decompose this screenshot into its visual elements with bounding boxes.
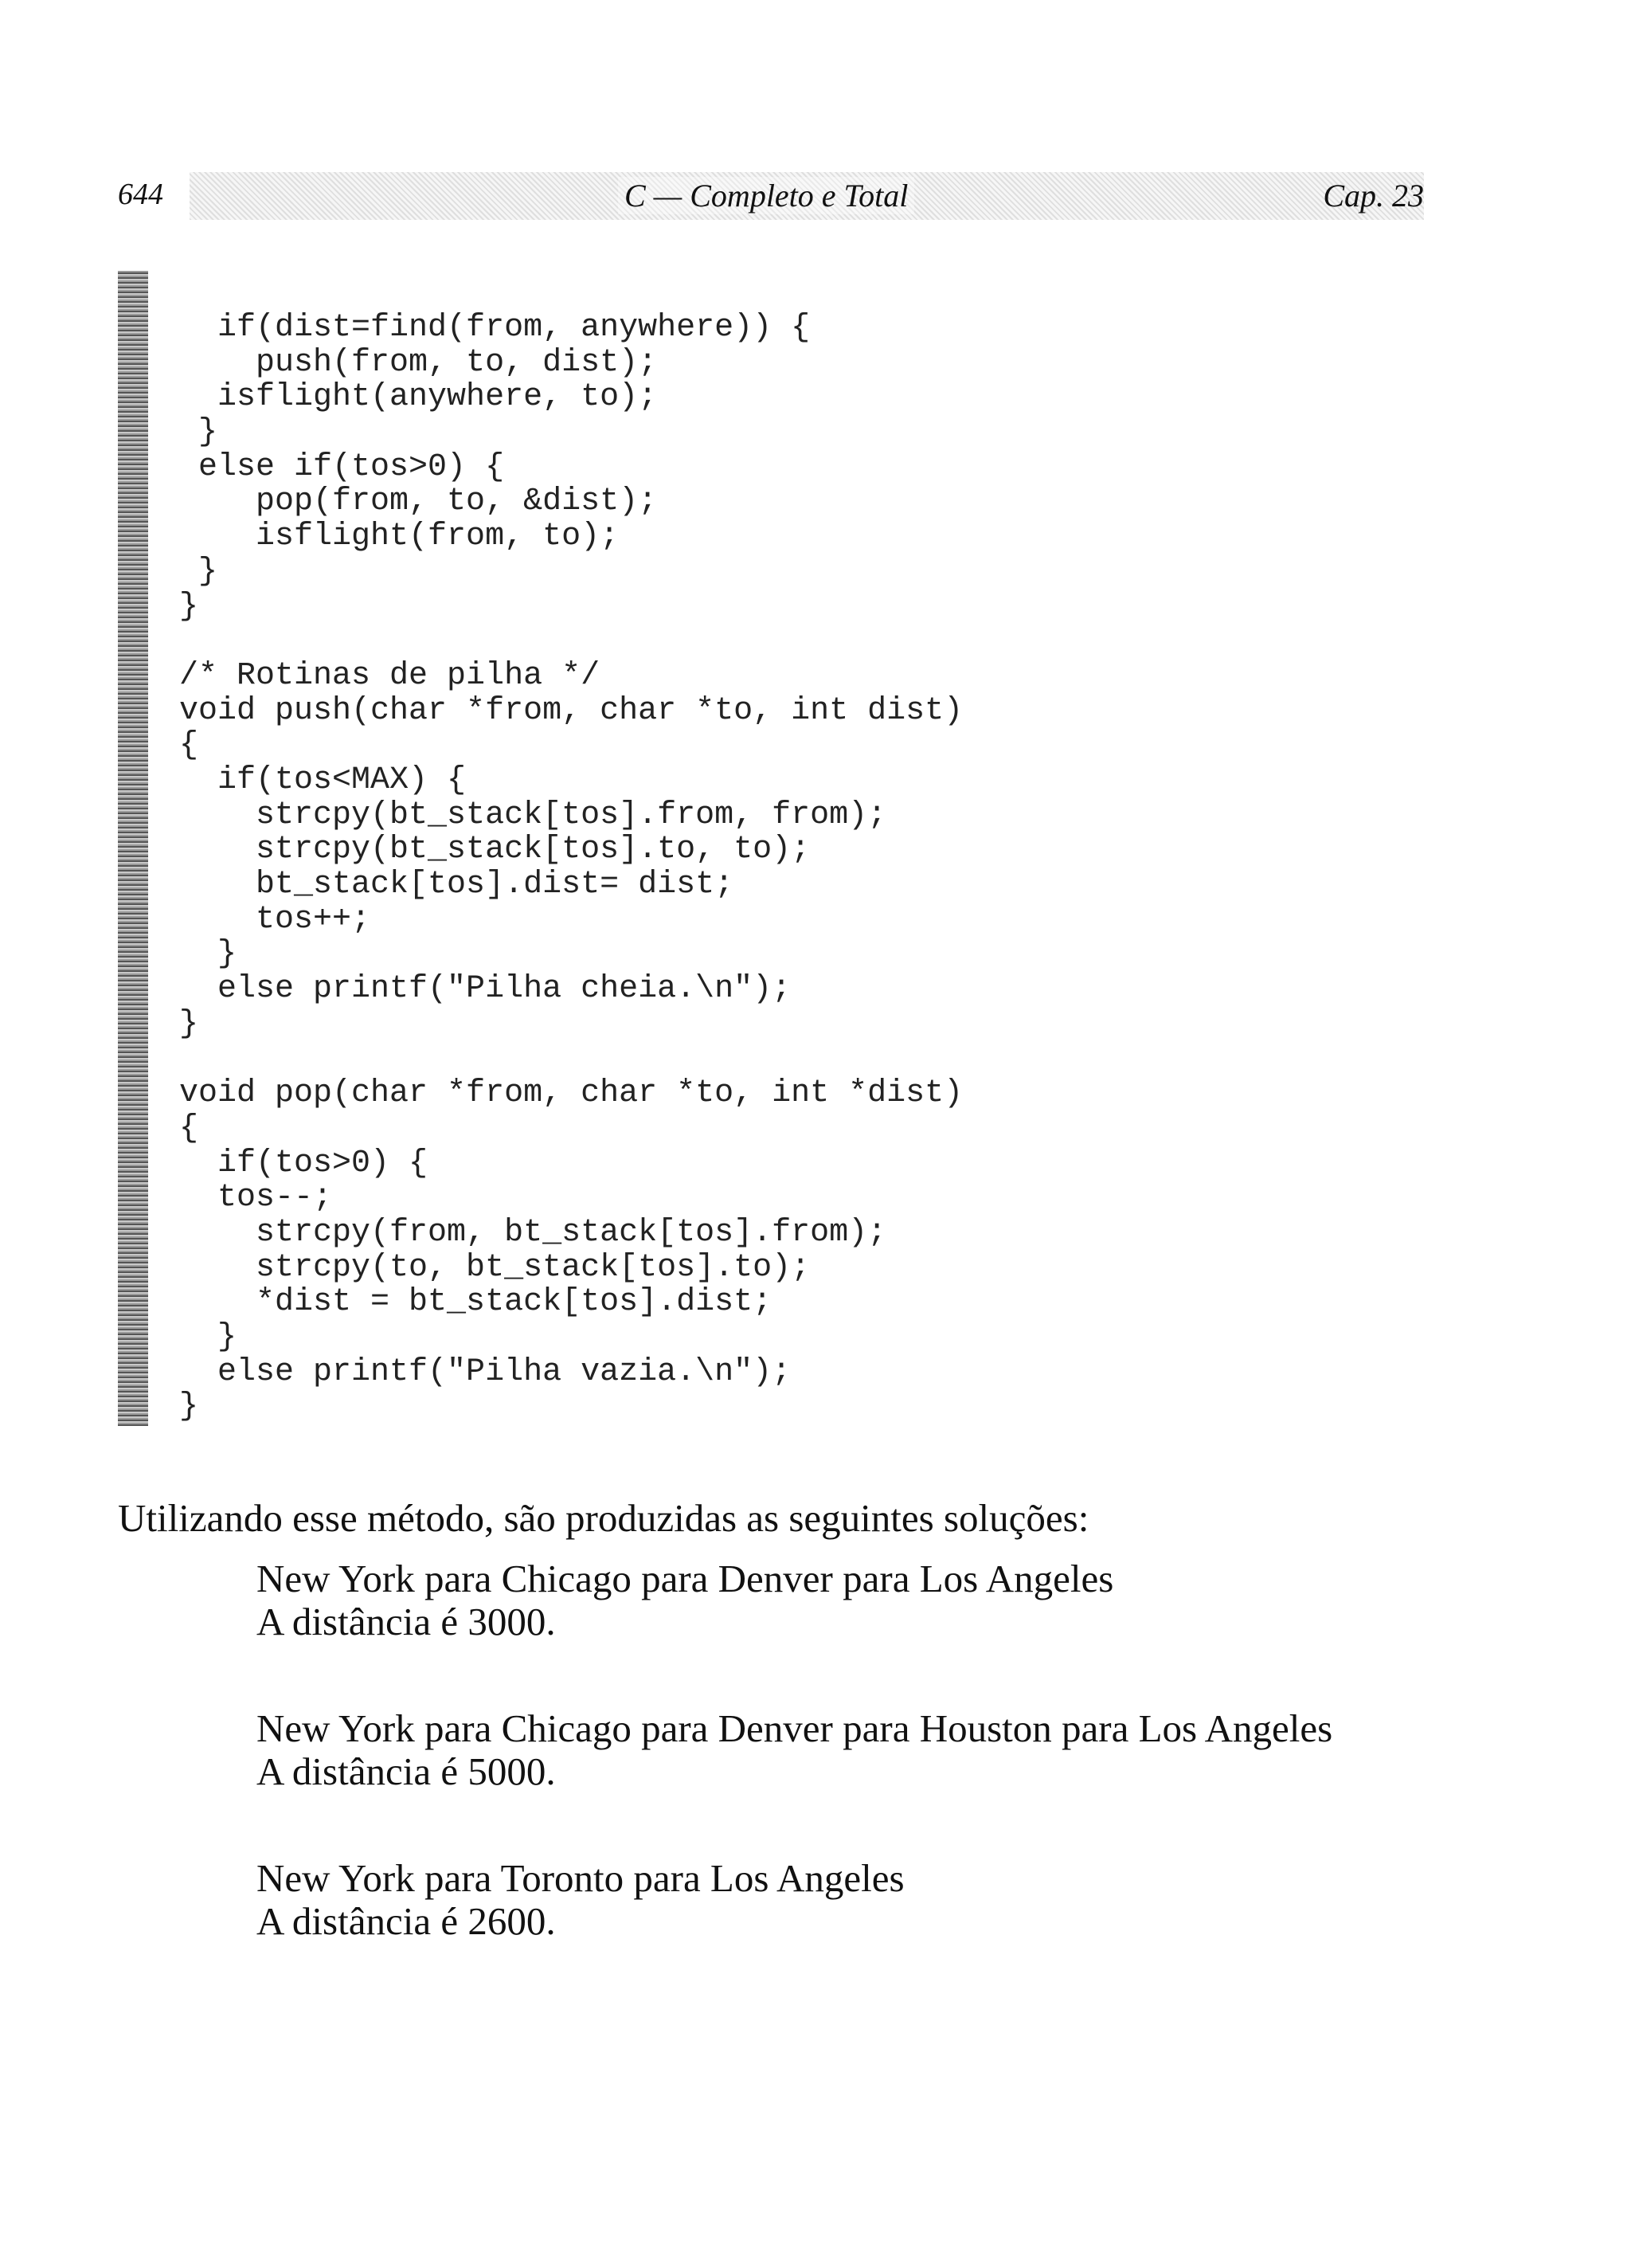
solution-distance: A distância é 3000. xyxy=(256,1600,556,1643)
solution-item xyxy=(256,1707,1451,1793)
solution-item xyxy=(256,1557,1451,1643)
code-line: } xyxy=(179,1005,199,1042)
code-line: void push(char *from, char *to, int dist) xyxy=(179,692,964,729)
code-line: /* Rotinas de pilha */ xyxy=(179,657,600,694)
code-line: *dist = bt_stack[tos].dist; xyxy=(179,1284,772,1321)
code-line: { xyxy=(179,727,199,764)
code-line: if(tos<MAX) { xyxy=(179,762,467,798)
code-line: else printf("Pilha vazia.\n"); xyxy=(179,1353,792,1390)
code-line: } xyxy=(179,1318,237,1355)
code-line: tos++; xyxy=(179,901,371,938)
solution-route: New York para Chicago para Denver para Los Angeles xyxy=(256,1557,1114,1600)
solution-route: New York para Chicago para Denver para Houston para Los Angeles xyxy=(256,1706,1333,1750)
solution-distance: A distância é 5000. xyxy=(256,1749,556,1793)
running-title: C — Completo e Total xyxy=(618,177,914,214)
code-line: strcpy(bt_stack[tos].from, from); xyxy=(179,797,887,833)
code-line: } xyxy=(179,588,199,625)
code-line: } xyxy=(179,1389,199,1425)
code-line xyxy=(179,624,963,659)
code-line: } xyxy=(179,414,218,451)
solution-route: New York para Toronto para Los Angeles xyxy=(256,1856,905,1900)
code-line: strcpy(to, bt_stack[tos].to); xyxy=(179,1249,811,1286)
code-listing xyxy=(179,311,963,1424)
code-line: if(dist=find(from, anywhere)) { xyxy=(179,310,811,346)
code-line: strcpy(from, bt_stack[tos].from); xyxy=(179,1214,887,1251)
code-line: void pop(char *from, char *to, int *dist) xyxy=(179,1075,964,1112)
code-line: } xyxy=(179,553,218,590)
code-line: push(from, to, dist); xyxy=(179,344,658,381)
code-line: bt_stack[tos].dist= dist; xyxy=(179,867,734,903)
solutions-list xyxy=(256,1557,1451,2007)
code-margin-bar xyxy=(118,271,148,1426)
chapter-label: Cap. 23 xyxy=(1323,178,1424,213)
code-line: } xyxy=(179,936,237,973)
code-line: strcpy(bt_stack[tos].to, to); xyxy=(179,832,811,868)
code-line: if(tos>0) { xyxy=(179,1145,428,1181)
code-line: tos--; xyxy=(179,1180,333,1216)
solution-item xyxy=(256,1857,1451,1943)
running-header xyxy=(118,159,1424,233)
code-line: isflight(anywhere, to); xyxy=(179,379,658,416)
code-line: else printf("Pilha cheia.\n"); xyxy=(179,971,792,1008)
code-line xyxy=(179,1041,963,1076)
solution-distance: A distância é 2600. xyxy=(256,1899,556,1943)
code-line: { xyxy=(179,1110,199,1146)
page-number: 644 xyxy=(118,178,163,211)
code-line: else if(tos>0) { xyxy=(179,449,505,485)
code-line: isflight(from, to); xyxy=(179,519,620,555)
intro-paragraph: Utilizando esse método, são produzidas as seguintes soluções: xyxy=(118,1496,1089,1540)
code-line: pop(from, to, &dist); xyxy=(179,484,658,520)
